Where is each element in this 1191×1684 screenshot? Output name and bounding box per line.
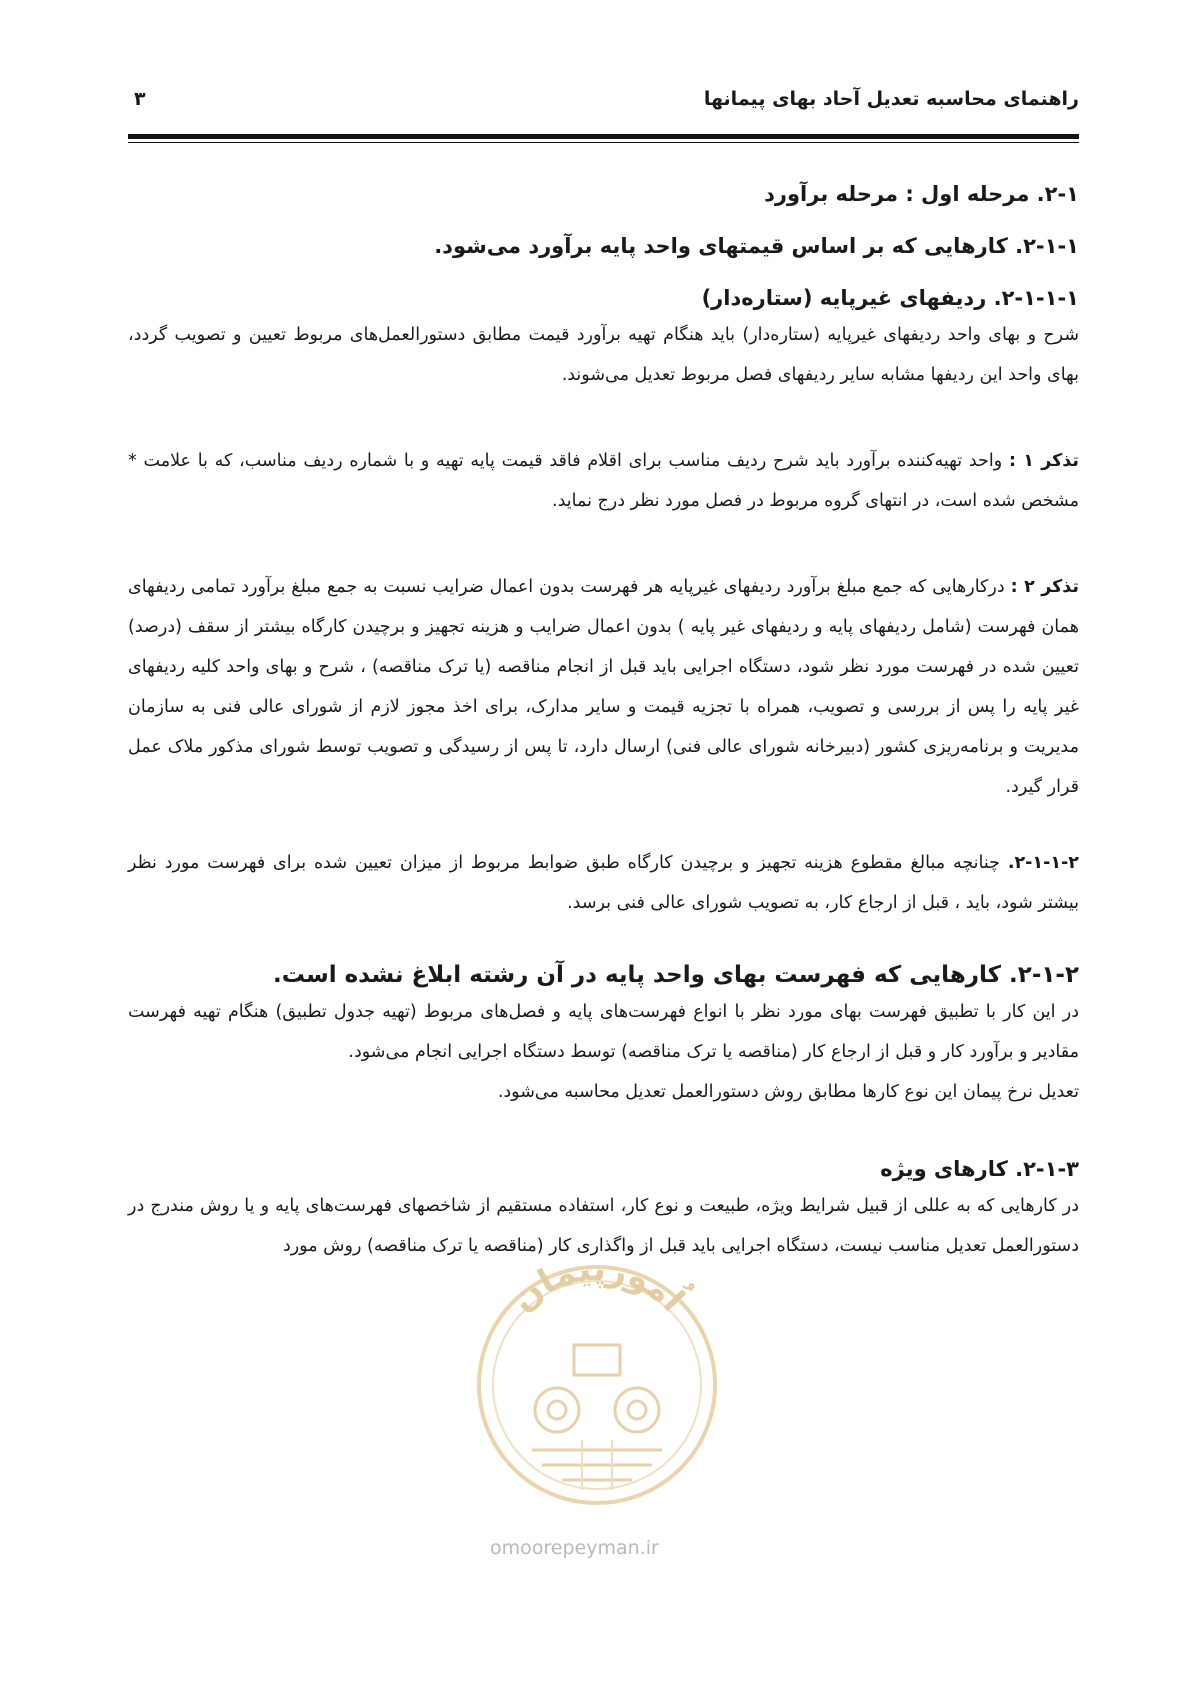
watermark-logo-text: اُمورپیمان	[503, 1248, 693, 1320]
page-number: ۳	[134, 88, 146, 110]
watermark-logo	[462, 1225, 732, 1525]
heading-2-1: ۲-۱. مرحله اول : مرحله برآورد	[764, 182, 1079, 206]
paragraph-2-1-1-1: شرح و بهای واحد ردیفهای غیرپایه (ستاره‌دار) باید هنگام تهیه برآورد قیمت مطابق دستورالعمل‌های مربوط تعیین و تصویب گردد، بهای واحد این ردیفها مشابه سایر ردیفهای فصل مربوط تعدیل می‌شوند.	[128, 325, 1079, 385]
note-2-label: تذکر ۲ :	[1010, 577, 1079, 597]
note-2-text: درکارهایی که جمع مبلغ برآورد ردیفهای غیرپایه هر فهرست بدون اعمال ضرایب نسبت به جمع مبلغ برآورد تمامی ردیفهای همان فهرست (شامل ردیفهای پایه و ردیفهای غیر پایه ) بدون اعمال ضرایب و هزینه تجهیز و برچیدن کارگاه بیشتر از سقف (درصد) تعیین شده در فهرست مورد نظر شود، دستگاه اجرایی باید قبل از انجام مناقصه (یا ترک مناقصه) ، شرح و بهای واحد کلیه ردیفهای غیر پایه را پس از بررسی و تصویب، همراه با تجزیه قیمت و سایر مدارک، برای اخذ مجوز لازم از شورای عالی فنی به سازمان مدیریت و برنامه‌ریزی کشور (دبیرخانه شورای عالی فنی) ارسال دارد، تا پس از رسیدگی و تصویب توسط شورای مذکور ملاک عمل قرار گیرد.	[128, 577, 1079, 797]
note-1-label: تذکر ۱ :	[1008, 451, 1079, 471]
header-rule-thin	[128, 142, 1079, 143]
paragraph-2-1-3: در کارهایی که به عللی از قبیل شرایط ویژه، طبیعت و نوع کار، استفاده مستقیم از شاخصهای فهرست‌های پایه و یا روش مندرج در دستورالعمل تعدیل مناسب نیست، دستگاه اجرایی باید قبل از واگذاری کار (مناقصه یا ترک مناقصه) روش مورد	[128, 1196, 1079, 1256]
section-2-1-1-2-text: چنانچه مبالغ مقطوع هزینه تجهیز و برچیدن کارگاه طبق ضوابط مربوط از میزان تعیین شده برای فهرست مورد نظر بیشتر شود، باید ، قبل از ارجاع کار، به تصویب شورای عالی فنی برسد.	[128, 853, 1079, 913]
header-rule-thick	[128, 134, 1079, 139]
page-header	[128, 82, 1079, 122]
running-title: راهنمای محاسبه تعدیل آحاد بهای پیمانها	[703, 88, 1079, 110]
watermark-url: omoorepeyman.ir	[490, 1537, 659, 1559]
paragraph-2-1-2-a: در این کار با تطبیق فهرست بهای مورد نظر با انواع فهرست‌های پایه و فصل‌های مربوط (تهیه جدول تطبیق) هنگام تهیه فهرست مقادیر و برآورد کار و قبل از ارجاع کار (مناقصه یا ترک مناقصه) توسط دستگاه اجرایی انجام می‌شود.	[128, 1002, 1079, 1062]
section-2-1-1-2-label: ۲-۱-۱-۲.	[1007, 853, 1079, 873]
note-1-text: واحد تهیه‌کننده برآورد باید شرح ردیف مناسب برای اقلام فاقد قیمت پایه تهیه و با شماره ردیف مناسب، که با علامت * مشخص شده است، در انتهای گروه مربوط در فصل مورد نظر درج نماید.	[128, 451, 1079, 511]
heading-2-1-3: ۲-۱-۳. کارهای ویژه	[880, 1157, 1079, 1181]
note-1	[128, 441, 1079, 521]
heading-2-1-1-1: ۲-۱-۱-۱. ردیفهای غیرپایه (ستاره‌دار)	[701, 286, 1079, 310]
page-content	[128, 178, 1079, 1266]
paragraph-2-1-1-2	[128, 843, 1079, 923]
note-2	[128, 567, 1079, 807]
paragraph-2-1-2-b: تعدیل نرخ پیمان این نوع کارها مطابق روش دستورالعمل تعدیل محاسبه می‌شود.	[497, 1082, 1079, 1102]
heading-2-1-1: ۲-۱-۱. کارهایی که بر اساس قیمتهای واحد پایه برآورد می‌شود.	[434, 234, 1079, 258]
heading-2-1-2: ۲-۱-۲. کارهایی که فهرست بهای واحد پایه در آن رشته ابلاغ نشده است.	[272, 962, 1079, 988]
